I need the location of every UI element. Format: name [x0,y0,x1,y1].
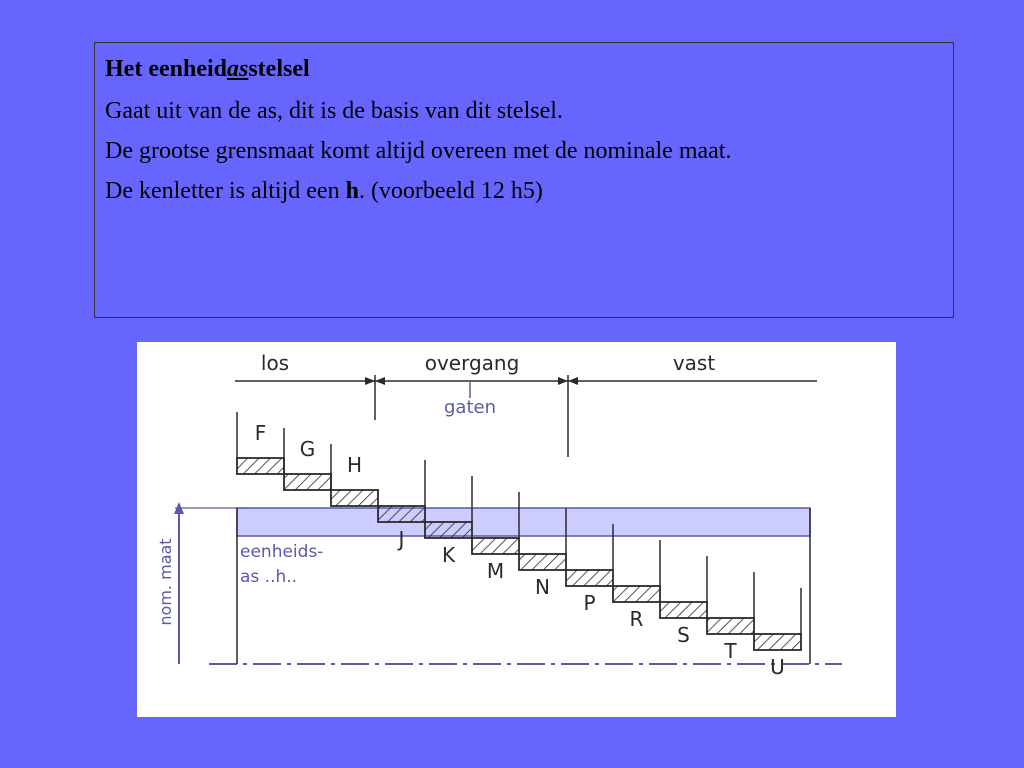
hole-letter-F: F [254,421,267,445]
slide-title [105,55,943,84]
diagram-svg [137,342,896,717]
text-line-2: De grootse grensmaat komt altijd overeen met de nominale maat. [105,138,732,164]
hole-letter-U: U [770,655,785,679]
hole-letter-J: J [398,527,405,551]
hatch-box-K [425,522,472,538]
hole-letter-N: N [535,575,550,599]
hatch-box-M [472,538,519,554]
tolerance-field-J [378,460,425,522]
hole-letter-P: P [583,591,596,615]
hatch-box-F [237,458,284,474]
line3-part-1: De kenletter is altijd een [105,178,346,204]
title-part-1: Het eenheid [105,56,227,82]
hatch-box-G [284,474,331,490]
text-box [94,42,954,318]
hole-letter-H: H [346,453,363,477]
tolerance-field-K [425,476,472,538]
text-line-1: Gaat uit van de as, dit is de basis van dit stelsel. [105,98,563,124]
region-label-los: los [260,351,290,375]
line3-part-2: . (voorbeeld 12 h5) [358,178,543,204]
title-emphasis: as [226,56,249,82]
eenheids-label-2: as ..h.. [240,567,298,587]
line3-bold-h: h [345,178,359,204]
tolerance-field-U [754,588,801,650]
region-label-vast: vast [672,351,716,375]
hatch-box-R [613,586,660,602]
tolerance-field-R [613,540,660,602]
axis-label-nom-maat: nom. maat [156,538,175,626]
tolerance-field-S [660,556,707,618]
tolerance-field-T [707,572,754,634]
hole-letter-G: G [299,437,316,461]
text-line-3 [105,177,943,206]
fit-diagram [137,342,896,717]
hole-letter-T: T [724,639,737,663]
hole-letter-M: M [486,559,505,583]
shaft-band-h [237,508,810,536]
hole-letter-R: R [629,607,644,631]
hatch-box-H [331,490,378,506]
hole-letter-S: S [677,623,690,647]
hatch-box-T [707,618,754,634]
hole-letter-K: K [441,543,456,567]
hatch-box-U [754,634,801,650]
hatch-box-S [660,602,707,618]
eenheids-label-1: eenheids- [240,542,324,562]
title-part-2: stelsel [248,56,310,82]
hatch-box-N [519,554,566,570]
region-label-overgang: overgang [424,351,520,375]
hatch-box-J [378,506,425,522]
hatch-box-P [566,570,613,586]
gaten-label: gaten [444,397,496,418]
